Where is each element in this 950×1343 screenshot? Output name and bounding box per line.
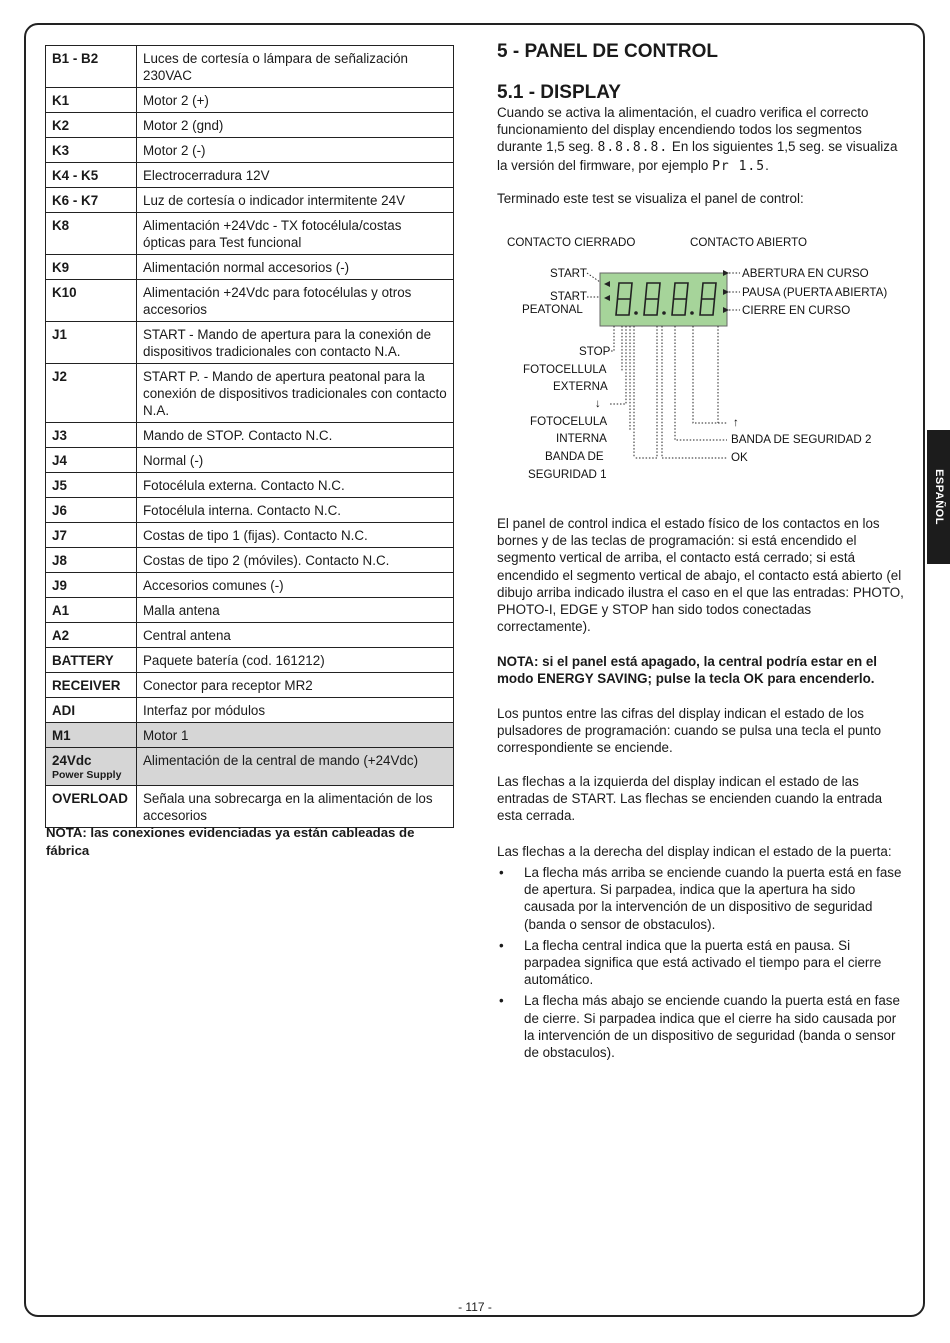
terminal-key: [46, 648, 137, 673]
terminal-key: [46, 748, 137, 786]
language-tab-label: ESPAÑOL: [932, 469, 945, 525]
label-stop: STOP: [579, 345, 611, 358]
terminal-description: START - Mando de apertura para la conexión de dispositivos tradicionales con contacto N.A.: [137, 322, 454, 364]
table-row: [46, 88, 454, 113]
terminal-key-label: J3: [52, 428, 67, 443]
terminal-key-label: J6: [52, 503, 67, 518]
table-row: [46, 113, 454, 138]
left-arrows-description: Las flechas a la izquierda del display indican el estado de las entradas de START. Las flechas se encienden cuando la entrada esta cerrada.: [497, 774, 883, 824]
label-banda2: BANDA DE SEGURIDAD 2: [731, 433, 872, 446]
label-foto-int-1: FOTOCELULA: [530, 415, 608, 428]
label-banda1-1: BANDA DE: [545, 450, 604, 463]
table-row: [46, 473, 454, 498]
terminal-key-label: K4 - K5: [52, 168, 99, 183]
dots-description: Los puntos entre las cifras del display indican el estado de los pulsadores de programación: cuando se pulsa una tecla el punto correspondiente se enciende.: [497, 706, 882, 756]
terminal-description: Alimentación de la central de mando (+24Vdc): [137, 748, 454, 786]
label-foto-ext-2: EXTERNA: [553, 380, 608, 393]
table-row: [46, 623, 454, 648]
table-row: [46, 364, 454, 423]
terminal-key: [46, 573, 137, 598]
intro-text-1: Cuando se activa la alimentación, el cuadro verifica el correcto funcionamiento del display encendiendo todos los segmentos durante 1,5 seg.: [497, 105, 869, 155]
terminal-description: Costas de tipo 1 (fijas). Contacto N.C.: [137, 523, 454, 548]
terminal-key-label: J1: [52, 327, 67, 342]
label-foto-ext-1: FOTOCELLULA: [523, 363, 607, 376]
terminal-description: Alimentación +24Vdc - TX fotocélula/costas ópticas para Test funcional: [137, 213, 454, 255]
table-row: [46, 46, 454, 88]
terminal-key: [46, 364, 137, 423]
terminal-key-label: K1: [52, 93, 70, 108]
terminal-key-label: K9: [52, 260, 70, 275]
language-tab: [927, 430, 950, 564]
terminal-key: [46, 255, 137, 280]
terminal-key-label: A1: [52, 603, 70, 618]
intro-text-2: En los siguientes 1,5 seg. se visualiza la versión del firmware, por ejemplo: [497, 139, 898, 173]
terminal-description: Motor 1: [137, 723, 454, 748]
terminal-key-label: J9: [52, 578, 67, 593]
terminal-key: [46, 163, 137, 188]
terminal-key: [46, 448, 137, 473]
page-number: - 117 -: [458, 1300, 492, 1314]
table-row: [46, 138, 454, 163]
terminal-key-label: ADI: [52, 703, 76, 718]
table-row: [46, 498, 454, 523]
right-arrows-description: Las flechas a la derecha del display indican el estado de la puerta:: [497, 844, 892, 859]
table-row: [46, 523, 454, 548]
terminal-description: Luces de cortesía o lámpara de señalización 230VAC: [137, 46, 454, 88]
after-test-text: Terminado este test se visualiza el panel de control:: [497, 191, 804, 206]
control-panel-diagram: [497, 226, 917, 488]
factory-wiring-note: NOTA: las conexiones evidenciadas ya están cableadas de fábrica: [46, 825, 415, 858]
terminal-key: [46, 598, 137, 623]
arrow-bullets: [497, 864, 907, 1065]
terminal-key: [46, 698, 137, 723]
table-row: [46, 598, 454, 623]
label-ok: OK: [731, 451, 748, 464]
subsection-title: 5.1 - DISPLAY: [497, 82, 621, 103]
terminal-description: Fotocélula externa. Contacto N.C.: [137, 473, 454, 498]
terminal-description: Interfaz por módulos: [137, 698, 454, 723]
list-item: • La flecha central indica que la puerta está en pausa. Si parpadea significa que está activado el tiempo para el cierre automático.: [497, 937, 907, 989]
terminal-key-label: 24Vdc: [52, 753, 92, 768]
label-contacto-cerrado: CONTACTO CIERRADO: [507, 236, 636, 249]
terminal-key: [46, 322, 137, 364]
terminal-key: [46, 786, 137, 828]
terminal-description: Señala una sobrecarga en la alimentación de los accesorios: [137, 786, 454, 828]
table-row: [46, 573, 454, 598]
table-row: [46, 448, 454, 473]
terminal-key: [46, 423, 137, 448]
label-start-peatonal-1: START: [550, 290, 587, 303]
terminal-description: Normal (-): [137, 448, 454, 473]
terminal-description: Luz de cortesía o indicador intermitente 24V: [137, 188, 454, 213]
label-banda1-2: SEGURIDAD 1: [528, 468, 607, 481]
label-foto-int-2: INTERNA: [556, 432, 607, 445]
label-start-peatonal-2: PEATONAL: [522, 303, 583, 316]
section-title: 5 - PANEL DE CONTROL: [497, 41, 718, 62]
terminal-description: Alimentación normal accesorios (-): [137, 255, 454, 280]
display-test-code: 8.8.8.8.: [597, 140, 669, 156]
terminal-description: Alimentación +24Vdc para fotocélulas y otros accesorios: [137, 280, 454, 322]
terminal-key: [46, 523, 137, 548]
terminal-key: [46, 138, 137, 163]
table-row: [46, 723, 454, 748]
arrow-up-icon: ↑: [733, 416, 739, 429]
terminal-description: Paquete batería (cod. 161212): [137, 648, 454, 673]
label-cierre: CIERRE EN CURSO: [742, 304, 851, 317]
terminal-key-label: K3: [52, 143, 70, 158]
arrow-down-icon: ↓: [595, 397, 601, 410]
terminal-key-label: RECEIVER: [52, 678, 121, 693]
terminal-key-label: BATTERY: [52, 653, 114, 668]
terminal-key: [46, 548, 137, 573]
table-row: [46, 548, 454, 573]
terminal-table: [45, 45, 454, 828]
label-apertura: ABERTURA EN CURSO: [742, 267, 869, 280]
table-row: [46, 280, 454, 322]
terminal-key-label: K10: [52, 285, 77, 300]
table-row: [46, 213, 454, 255]
intro-text-3: .: [765, 157, 769, 173]
label-contacto-abierto: CONTACTO ABIERTO: [690, 236, 808, 249]
panel-description: El panel de control indica el estado físico de los contactos en los bornes y de las teclas de programación: si está encendido el segmento vertical de arriba, el contacto está cerrado; si está encendido el segmento vertical de abajo, el contacto está abierto (el dibujo arriba indicado ilustra el caso en el que las entradas: PHOTO, PHOTO-I, EDGE y STOP han sido todos conectadas correctamente).: [497, 516, 904, 635]
table-row: [46, 163, 454, 188]
terminal-key: [46, 280, 137, 322]
label-pausa: PAUSA (PUERTA ABIERTA): [742, 286, 888, 299]
table-row: [46, 648, 454, 673]
table-row: [46, 673, 454, 698]
terminal-key-label: K8: [52, 218, 70, 233]
terminal-key: [46, 673, 137, 698]
table-row: [46, 786, 454, 828]
table-row: [46, 748, 454, 786]
table-row: [46, 698, 454, 723]
terminal-key: [46, 723, 137, 748]
table-row: [46, 188, 454, 213]
terminal-key-label: J5: [52, 478, 67, 493]
terminal-key-label: J7: [52, 528, 67, 543]
terminal-key: [46, 88, 137, 113]
terminal-description: Motor 2 (gnd): [137, 113, 454, 138]
table-row: [46, 255, 454, 280]
terminal-key-label: K2: [52, 118, 70, 133]
terminal-key: [46, 473, 137, 498]
terminal-key-label: J2: [52, 369, 67, 384]
terminal-description: Fotocélula interna. Contacto N.C.: [137, 498, 454, 523]
terminal-key-label: K6 - K7: [52, 193, 99, 208]
terminal-key-label: A2: [52, 628, 70, 643]
terminal-key: [46, 46, 137, 88]
list-item: • La flecha más arriba se enciende cuando la puerta está en fase de apertura. Si parpadea, indica que la apertura ha sido causada por la intervención de un dispositivo de seguridad (banda o sensor de obstaculos).: [497, 864, 907, 933]
terminal-description: Central antena: [137, 623, 454, 648]
terminal-key: [46, 113, 137, 138]
terminal-key-label: OVERLOAD: [52, 791, 128, 806]
energy-saving-note: NOTA: si el panel está apagado, la central podría estar en el modo ENERGY SAVING; pulse la tecla OK para encenderlo.: [497, 654, 878, 687]
terminal-description: START P. - Mando de apertura peatonal para la conexión de dispositivos tradicionales con contacto N.A.: [137, 364, 454, 423]
firmware-code: Pr 1.5: [712, 158, 766, 174]
table-row: [46, 423, 454, 448]
terminal-key-sub: Power Supply: [52, 769, 122, 781]
intro-paragraph: [497, 104, 907, 175]
terminal-key-label: M1: [52, 728, 71, 743]
list-item: • La flecha más abajo se enciende cuando la puerta está en fase de cierre. Si parpadea indica que el cierre ha sido causada por la intervención de un dispositivo de seguridad (banda o sensor de obstaculos).: [497, 992, 907, 1061]
terminal-key: [46, 213, 137, 255]
label-start: START: [550, 267, 587, 280]
terminal-key: [46, 623, 137, 648]
terminal-description: Motor 2 (+): [137, 88, 454, 113]
terminal-description: Costas de tipo 2 (móviles). Contacto N.C.: [137, 548, 454, 573]
terminal-description: Mando de STOP. Contacto N.C.: [137, 423, 454, 448]
terminal-key: [46, 498, 137, 523]
terminal-description: Malla antena: [137, 598, 454, 623]
terminal-description: Accesorios comunes (-): [137, 573, 454, 598]
terminal-description: Electrocerradura 12V: [137, 163, 454, 188]
table-row: [46, 322, 454, 364]
terminal-key-label: J8: [52, 553, 67, 568]
terminal-key: [46, 188, 137, 213]
terminal-key-label: J4: [52, 453, 67, 468]
terminal-key-label: B1 - B2: [52, 51, 99, 66]
terminal-description: Conector para receptor MR2: [137, 673, 454, 698]
terminal-description: Motor 2 (-): [137, 138, 454, 163]
